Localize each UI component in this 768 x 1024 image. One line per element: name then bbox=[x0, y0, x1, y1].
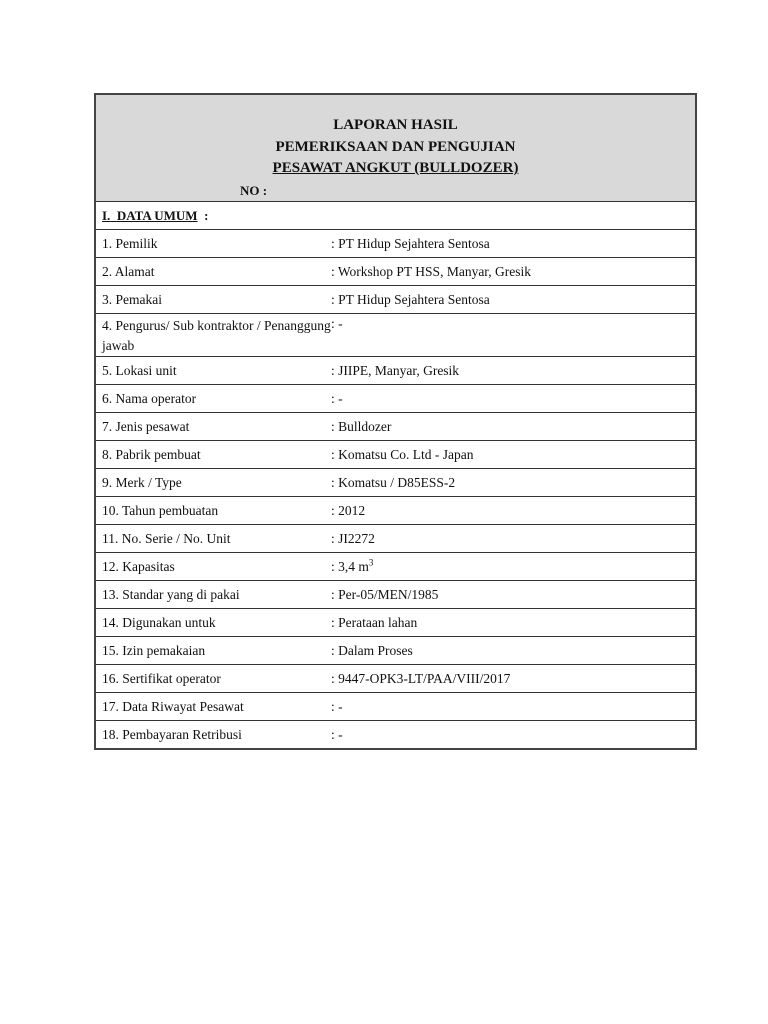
capacity-exponent: 3 bbox=[368, 557, 374, 568]
data-row bbox=[96, 286, 695, 314]
row-label: 18. Pembayaran Retribusi bbox=[102, 727, 242, 742]
row-value: : Dalam Proses bbox=[331, 643, 413, 658]
data-row bbox=[96, 413, 695, 441]
row-label: 16. Sertifikat operator bbox=[102, 671, 221, 686]
section-heading bbox=[96, 202, 695, 230]
row-value: : Per-05/MEN/1985 bbox=[331, 587, 439, 602]
data-row bbox=[96, 693, 695, 721]
data-row bbox=[96, 525, 695, 553]
row-label: 15. Izin pemakaian bbox=[102, 643, 206, 658]
section-number: I. bbox=[102, 208, 111, 223]
report-title-line2: PEMERIKSAAN DAN PENGUJIAN bbox=[275, 139, 516, 155]
report-header bbox=[96, 95, 695, 202]
data-row bbox=[96, 314, 695, 357]
row-value: : - bbox=[331, 316, 343, 331]
row-value: : PT Hidup Sejahtera Sentosa bbox=[331, 236, 490, 251]
row-label: 5. Lokasi unit bbox=[102, 363, 177, 378]
row-label: 10. Tahun pembuatan bbox=[102, 503, 219, 518]
report-form bbox=[94, 93, 697, 750]
row-label: 6. Nama operator bbox=[102, 391, 197, 406]
row-label: 14. Digunakan untuk bbox=[102, 615, 216, 630]
row-value: : PT Hidup Sejahtera Sentosa bbox=[331, 292, 490, 307]
data-row bbox=[96, 497, 695, 525]
row-value: : - bbox=[331, 727, 343, 742]
row-value: : Perataan lahan bbox=[331, 615, 418, 630]
section-colon: : bbox=[204, 208, 209, 223]
report-title-line1: LAPORAN HASIL bbox=[333, 117, 458, 133]
data-row bbox=[96, 357, 695, 385]
row-label: 8. Pabrik pembuat bbox=[102, 447, 201, 462]
row-label: 2. Alamat bbox=[102, 264, 155, 279]
row-value: : 9447-OPK3-LT/PAA/VIII/2017 bbox=[331, 671, 511, 686]
row-label: 7. Jenis pesawat bbox=[102, 419, 190, 434]
row-value: : JIIPE, Manyar, Gresik bbox=[331, 363, 460, 378]
data-row bbox=[96, 665, 695, 693]
row-value: : 2012 bbox=[331, 503, 366, 518]
data-row bbox=[96, 469, 695, 497]
row-value: : - bbox=[331, 391, 343, 406]
row-value: : - bbox=[331, 699, 343, 714]
data-row bbox=[96, 553, 695, 581]
row-value: : Workshop PT HSS, Manyar, Gresik bbox=[331, 264, 532, 279]
data-row bbox=[96, 581, 695, 609]
report-number-label: NO : bbox=[240, 183, 268, 198]
report-title-line3: PESAWAT ANGKUT (BULLDOZER) bbox=[272, 160, 519, 176]
row-label: 1. Pemilik bbox=[102, 236, 158, 251]
row-value: : Komatsu Co. Ltd - Japan bbox=[331, 447, 474, 462]
row-label: 17. Data Riwayat Pesawat bbox=[102, 699, 244, 714]
data-row bbox=[96, 258, 695, 286]
data-row bbox=[96, 230, 695, 258]
data-row bbox=[96, 609, 695, 637]
row-label: 12. Kapasitas bbox=[102, 559, 175, 574]
row-value-capacity bbox=[331, 553, 695, 580]
row-label: 4. Pengurus/ Sub kontraktor / Penanggung jawab bbox=[102, 318, 331, 353]
row-label: 9. Merk / Type bbox=[102, 475, 182, 490]
capacity-value: : 3,4 m bbox=[331, 559, 369, 574]
data-row bbox=[96, 385, 695, 413]
row-value: : Komatsu / D85ESS-2 bbox=[331, 475, 456, 490]
data-row bbox=[96, 441, 695, 469]
row-value: : JI2272 bbox=[331, 531, 375, 546]
row-value: : Bulldozer bbox=[331, 419, 392, 434]
row-label: 13. Standar yang di pakai bbox=[102, 587, 240, 602]
data-row bbox=[96, 637, 695, 665]
data-row bbox=[96, 721, 695, 748]
row-label: 11. No. Serie / No. Unit bbox=[102, 531, 231, 546]
section-title: DATA UMUM bbox=[116, 208, 198, 223]
row-label: 3. Pemakai bbox=[102, 292, 162, 307]
